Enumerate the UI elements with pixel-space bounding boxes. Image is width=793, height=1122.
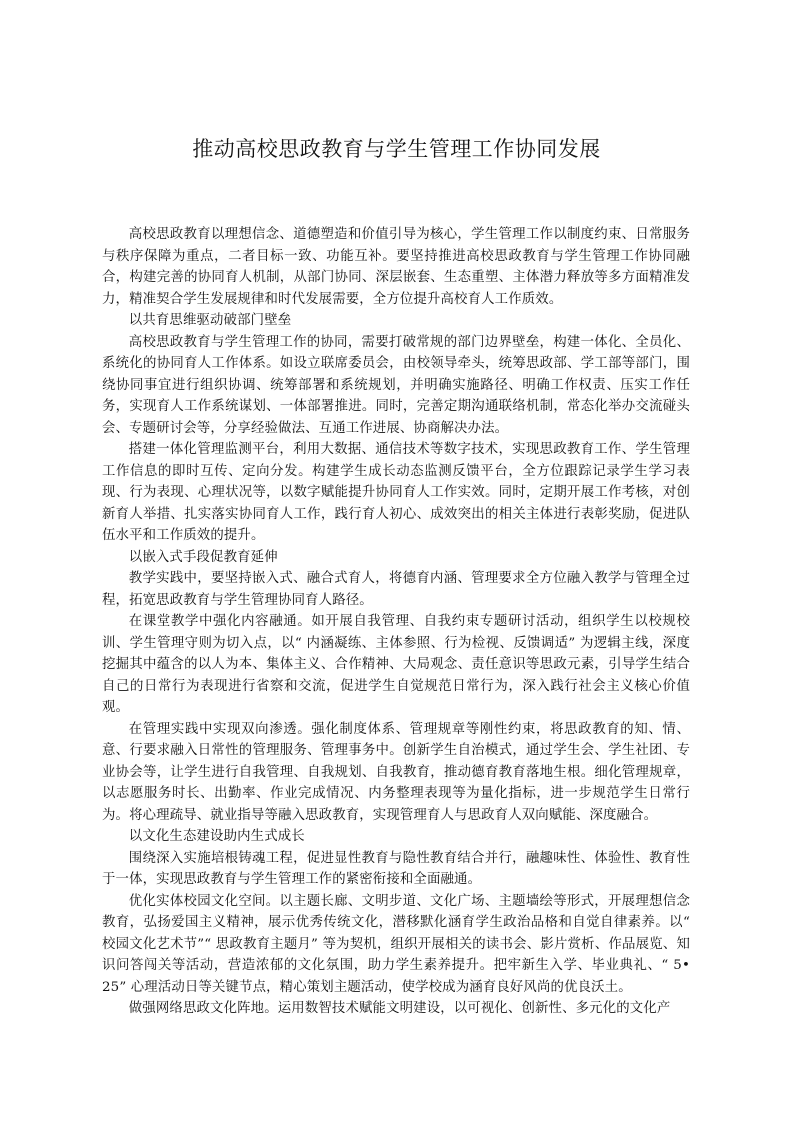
body-paragraph: 在课堂教学中强化内容融通。如开展自我管理、自我约束专题研讨活动，组织学生以校规校训、学生管理守则为切入点，以“ 内涵凝练、主体参照、行为检视、反馈调适” 为逻辑主线，深度挖掘其中蕴含的以人为本、集体主义、合作精神、大局观念、责任意识等思政元素，引导学生结合自己的日常行为表现进行省察和交流，促进学生自觉规范日常行为，深入践行社会主义核心价值观。	[102, 614, 690, 715]
body-paragraph: 优化实体校园文化空间。以主题长廊、文明步道、文化广场、主题墙绘等形式，开展理想信念教育，弘扬爱国主义精神，展示优秀传统文化，潜移默化涵育学生政治品格和自觉自律素养。以“ 校园文化艺术节”“ 思政教育主题月” 等为契机，组织开展相关的读书会、影片赏析、作品展览、知识问答闯关等活动，营造浓郁的文化氛围，助力学生素养提升。把牢新生入学、毕业典礼、“ 5• 25” 心理活动日等关键节点，精心策划主题活动，使学校成为涵育良好风尚的优良沃土。	[102, 893, 690, 995]
body-paragraph: 做强网络思政文化阵地。运用数智技术赋能文明建设，以可视化、创新性、多元化的文化产	[128, 1001, 671, 1016]
intro-paragraph: 高校思政教育以理想信念、道德塑造和价值引导为核心，学生管理工作以制度约束、日常服务与秩序保障为重点，二者目标一致、功能互补。要坚持推进高校思政教育与学生管理工作协同融合，构建完善的协同育人机制，从部门协同、深层嵌套、生态重塑、主体潜力释放等多方面精准发力，精准契合学生发展规律和时代发展需要，全方位提升高校育人工作质效。	[102, 227, 690, 307]
body-paragraph: 搭建一体化管理监测平台，利用大数据、通信技术等数字技术，实现思政教育工作、学生管理工作信息的即时互传、定向分发。构建学生成长动态监测反馈平台，全方位跟踪记录学生学习表现、行为表现、心理状况等，以数字赋能提升协同育人工作实效。同时，定期开展工作考核，对创新育人举措、扎实落实协同育人工作，践行育人初心、成效突出的相关主体进行表彰奖励，促进队伍水平和工作质效的提升。	[102, 442, 690, 543]
body-paragraph: 围绕深入实施培根铸魂工程，促进显性教育与隐性教育结合并行，融趣味性、体验性、教育性于一体，实现思政教育与学生管理工作的紧密衔接和全面融通。	[102, 850, 690, 887]
body-paragraph: 教学实践中，要坚持嵌入式、融合式育人，将德育内涵、管理要求全方位融入教学与管理全过程，拓宽思政教育与学生管理协同育人路径。	[102, 571, 690, 608]
section-heading-3: 以文化生态建设助内生式成长	[128, 829, 305, 844]
body-paragraph: 在管理实践中实现双向渗透。强化制度体系、管理规章等刚性约束，将思政教育的知、情、意、行要求融入日常性的管理服务、管理事务中。创新学生自治模式，通过学生会、学生社团、专业协会等，让学生进行自我管理、自我规划、自我教育，推动德育教育落地生根。细化管理规章，以志愿服务时长、出勤率、作业完成情况、内务整理表现等为量化指标，进一步规范学生日常行为。将心理疏导、就业指导等融入思政教育，实现管理育人与思政育人双向赋能、深度融合。	[102, 721, 690, 823]
section-heading-1: 以共育思维驱动破部门壁垒	[128, 313, 292, 328]
document-body	[102, 224, 690, 1020]
section-heading-2: 以嵌入式手段促教育延伸	[128, 549, 278, 565]
document-title: 推动高校思政教育与学生管理工作协同发展	[192, 137, 601, 161]
body-paragraph: 高校思政教育与学生管理工作的协同，需要打破常规的部门边界壁垒，构建一体化、全员化、系统化的协同育人工作体系。如设立联席委员会，由校领导牵头，统筹思政部、学工部等部门，围绕协同事宜进行组织协调、统筹部署和系统规划，并明确实施路径、明确工作权责、压实工作任务，实现育人工作系统谋划、一体部署推进。同时，完善定期沟通联络机制，常态化举办交流碰头会、专题研讨会等，分享经验做法、互通工作进展、协商解决办法。	[102, 334, 690, 436]
